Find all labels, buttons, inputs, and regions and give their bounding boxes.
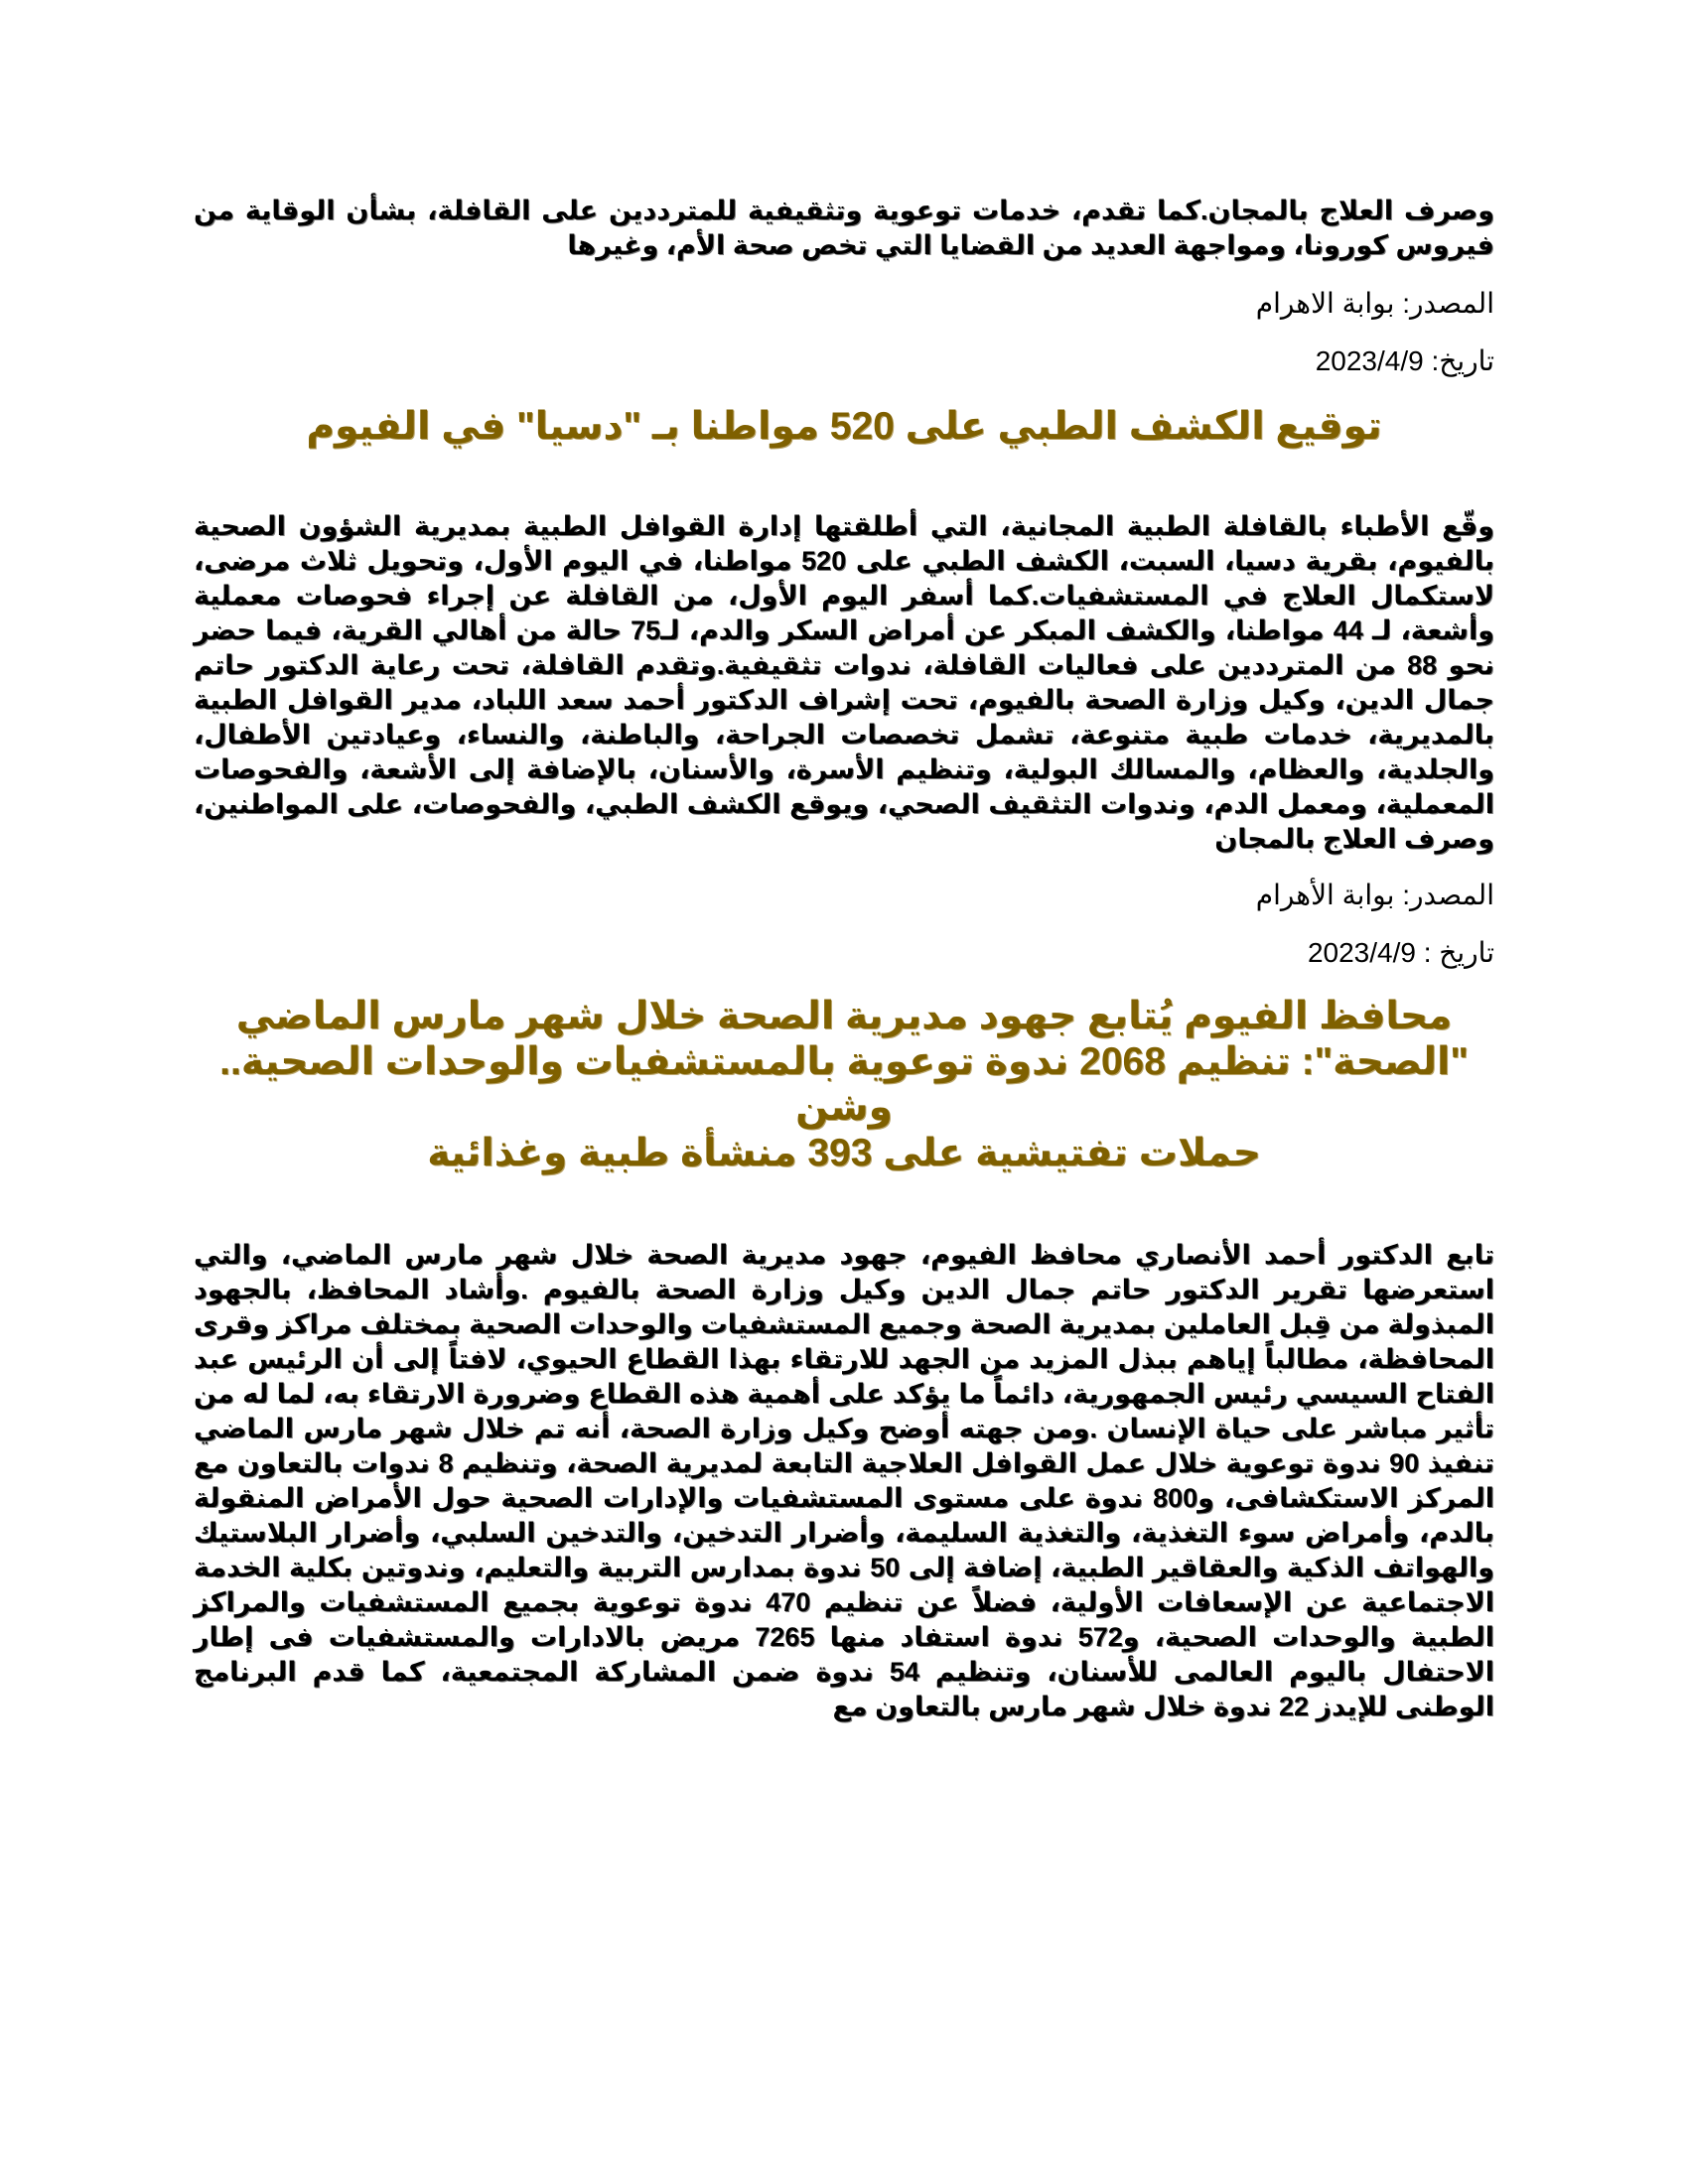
article-3-title	[194, 994, 1494, 1176]
article-3-title-line-2: "الصحة": تنظيم 2068 ندوة توعوية بالمستشفيات والوحدات الصحية.. وشن	[219, 1040, 1469, 1129]
article-tail-source: المصدر: بوابة الاهرام	[1255, 288, 1494, 319]
article-2-title: توقيع الكشف الطبي على 520 مواطنا بـ "دسيا" في الفيوم	[306, 405, 1382, 448]
article-2-paragraph: وقّع الأطباء بالقافلة الطبية المجانية، التي أطلقتها إدارة القوافل الطبية بمديرية الشؤون الصحية بالفيوم، بقرية دسيا، السبت، الكشف الطبي على 520 مواطنا، في اليوم الأول، وتحويل ثلاث مرضى، لاستكمال العلاج في المستشفيات.كما أسفر اليوم الأول، من القافلة عن إجراء فحوصات معملية وأشعة، لـ 44 مواطنا، والكشف المبكر عن أمراض السكر والدم، لـ75 حالة من أهالي القرية، فيما حضر نحو 88 من المترددين على فعاليات القافلة، ندوات تثقيفية.وتقدم القافلة، تحت رعاية الدكتور حاتم جمال الدين، وكيل وزارة الصحة بالفيوم، تحت إشراف الدكتور أحمد سعد اللباد، مدير القوافل الطبية بالمديرية، خدمات طبية متنوعة، تشمل تخصصات الجراحة، والباطنة، والنساء، وعيادتين الأطفال، والجلدية، والعظام، والمسالك البولية، وتنظيم الأسرة، والأسنان، بالإضافة إلى الأشعة، والفحوصات المعملية، ومعمل الدم، وندوات التثقيف الصحي، ويوقع الكشف الطبي، والفحوصات، على المواطنين، وصرف العلاج بالمجان	[194, 511, 1494, 854]
article-tail-paragraph: وصرف العلاج بالمجان.كما تقدم، خدمات توعوية وتثقيفية للمترددين على القافلة، بشأن الوقاية من فيروس كورونا، ومواجهة العديد من القضايا التي تخص صحة الأم، وغيرها	[194, 196, 1494, 260]
article-2-date: تاريخ : 2023/4/9	[1307, 937, 1494, 968]
article-3-paragraph: تابع الدكتور أحمد الأنصاري محافظ الفيوم، جهود مديرية الصحة خلال شهر مارس الماضي، والتي استعرضها تقرير الدكتور حاتم جمال الدين وكيل وزارة الصحة بالفيوم .وأشاد المحافظ، بالجهود المبذولة من قِبل العاملين بمديرية الصحة وجميع المستشفيات والوحدات الصحية بمختلف مراكز وقرى المحافظة، مطالباً إياهم ببذل المزيد من الجهد للارتقاء بهذا القطاع الحيوي، لافتاً إلى أن الرئيس عبد الفتاح السيسي رئيس الجمهورية، دائماً ما يؤكد على أهمية هذه القطاع وضرورة الارتقاء به، لما له من تأثير مباشر على حياة الإنسان .ومن جهته أوضح وكيل وزارة الصحة، أنه تم خلال شهر مارس الماضي تنفيذ 90 ندوة توعوية خلال عمل القوافل العلاجية التابعة لمديرية الصحة، وتنظيم 8 ندوات بالتعاون مع المركز الاستكشافى، و800 ندوة على مستوى المستشفيات والإدارات الصحية حول الأمراض المنقولة بالدم، وأمراض سوء التغذية، والتغذية السليمة، وأضرار التدخين، والتدخين السلبي، وأضرار البلاستيك والهواتف الذكية والعقاقير الطبية، إضافة إلى 50 ندوة بمدارس التربية والتعليم، وندوتين بكلية الخدمة الاجتماعية عن الإسعافات الأولية، فضلاً عن تنظيم 470 ندوة توعوية بجميع المستشفيات والمراكز الطبية والوحدات الصحية، و572 ندوة استفاد منها 7265 مريض بالادارات والمستشفيات فى إطار الاحتفال باليوم العالمى للأسنان، وتنظيم 54 ندوة ضمن المشاركة المجتمعية، كما قدم البرنامج الوطنى للإيدز 22 ندوة خلال شهر مارس بالتعاون مع	[194, 1240, 1495, 1721]
article-tail-date: تاريخ: 2023/4/9	[1315, 345, 1494, 376]
article-2-source: المصدر: بوابة الأهرام	[1255, 880, 1494, 910]
article-3-title-line-1: محافظ الفيوم يُتابع جهود مديرية الصحة خلال شهر مارس الماضي	[235, 995, 1453, 1037]
document-page	[194, 194, 1494, 1724]
article-3-title-line-3: حملات تفتيشية على 393 منشأة طبية وغذائية	[427, 1132, 1261, 1174]
